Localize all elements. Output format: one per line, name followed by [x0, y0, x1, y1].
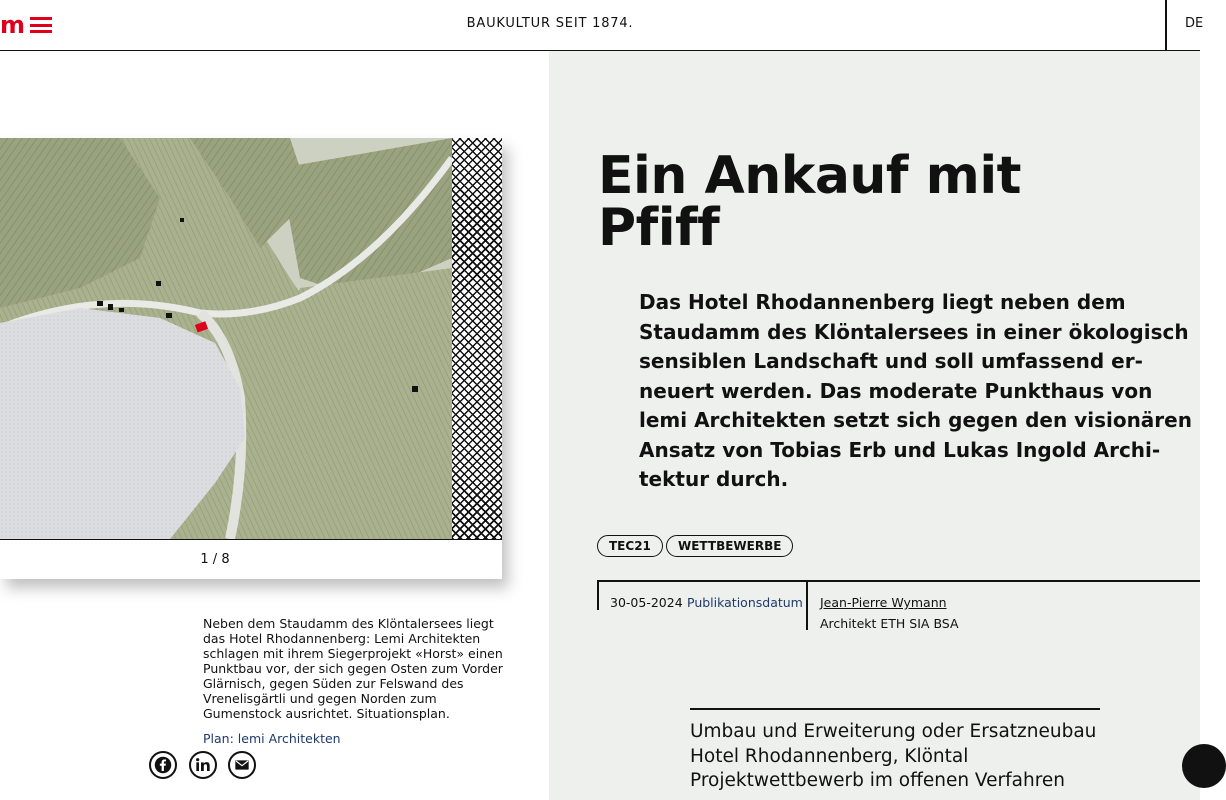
- author-link[interactable]: Jean-Pierre Wymann: [820, 595, 947, 610]
- image-credit: Plan: lemi Architekten: [203, 731, 341, 746]
- image-caption: Neben dem Staudamm des Klöntalersees liegt das Hotel Rhodannenberg: Lemi Architekten schlagen mit ihrem Siegerprojekt «Horst» einen Punktbau vor, der sich gegen Osten zum Vorder Glärnisch, gegen Süden zur Felswand des Vrenelisgärtli und gegen Norden zum Gumenstock ausrichtet. Situationsplan.: [203, 616, 503, 721]
- gallery-nav: [0, 539, 502, 579]
- site-header: [0, 0, 1204, 51]
- floating-action-button[interactable]: [1182, 744, 1226, 788]
- project-info: [690, 720, 1096, 794]
- lead-line: tektur durch.: [639, 467, 789, 491]
- divider: [690, 708, 1100, 710]
- tag-wettbewerbe[interactable]: WETTBEWERBE: [666, 535, 793, 557]
- publication-date: 30-05-2024: [610, 595, 683, 610]
- lead-line: Ansatz von Tobias Erb und Lukas Ingold Archi-: [639, 437, 1161, 462]
- lead-line: Das Hotel Rhodannenberg liegt neben dem: [639, 290, 1126, 314]
- site-tagline: BAUKULTUR SEIT 1874.: [466, 16, 634, 31]
- lead-line: sensiblen Landschaft und soll umfassend er-: [639, 349, 1143, 373]
- image-gallery[interactable]: [0, 138, 502, 578]
- article-lead: [639, 288, 1200, 495]
- lead-line: Staudamm des Klöntalersees in einer ökologisch: [639, 319, 1189, 344]
- facebook-icon[interactable]: [149, 751, 177, 779]
- slide-counter: 1 / 8: [200, 552, 230, 567]
- email-icon[interactable]: [228, 751, 256, 779]
- linkedin-icon[interactable]: [189, 751, 217, 779]
- lead-line: lemi Architekten setzt sich gegen den visionären: [639, 408, 1192, 432]
- author-role: Architekt ETH SIA BSA: [820, 616, 959, 631]
- tag-tec21[interactable]: TEC21: [597, 535, 663, 557]
- publication-date-label: Publikationsdatum: [687, 595, 803, 610]
- lead-line: neuert werden. Das moderate Punkthaus von: [639, 378, 1153, 403]
- divider: [597, 580, 1200, 582]
- article-title: Ein Ankauf mit Pfiff: [598, 146, 1022, 258]
- project-line: Hotel Rhodannenberg, Klöntal: [690, 745, 969, 767]
- divider: [806, 580, 808, 630]
- site-logo[interactable]: m: [0, 11, 25, 39]
- divider: [1165, 0, 1167, 50]
- language-switch[interactable]: DE: [1185, 16, 1204, 31]
- site-plan-image[interactable]: [0, 138, 452, 539]
- project-line: Projektwettbewerb im offenen Verfahren: [690, 770, 1066, 791]
- hatch-pattern: [452, 138, 502, 539]
- divider: [597, 580, 599, 610]
- project-line: Umbau und Erweiterung oder Ersatzneubau: [690, 721, 1097, 742]
